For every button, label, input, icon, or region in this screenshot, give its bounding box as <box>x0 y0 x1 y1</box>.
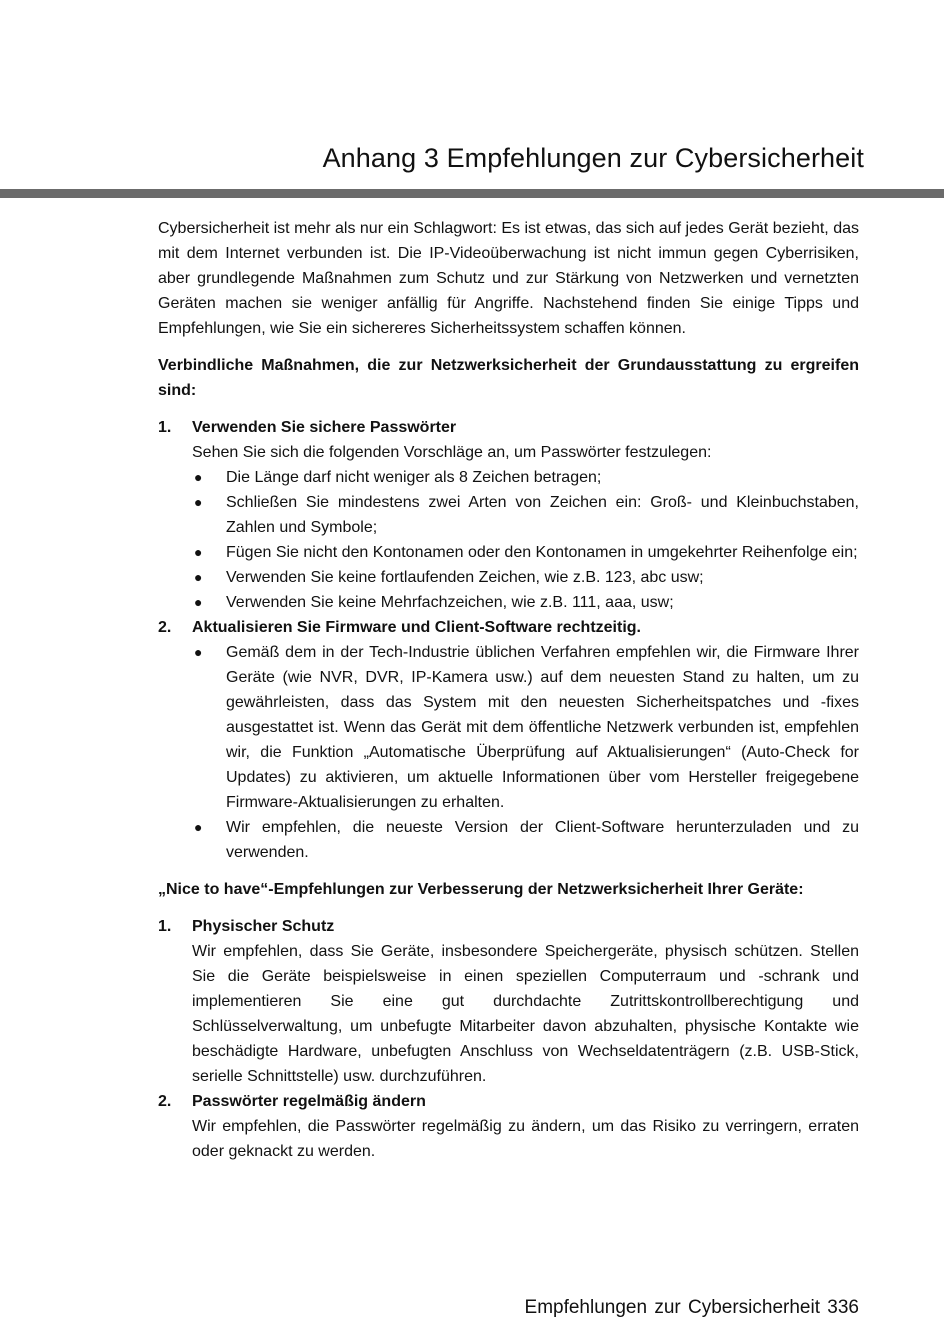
mandatory-item-passwords <box>158 415 859 615</box>
item-text: Sehen Sie sich die folgenden Vorschläge an, um Passwörter festzulegen: <box>192 444 712 461</box>
footer-label: Empfehlungen zur Cybersicherheit <box>524 1297 821 1318</box>
mandatory-item-firmware <box>158 615 859 865</box>
page-number: 336 <box>827 1297 859 1318</box>
bullet-icon: ● <box>194 644 203 660</box>
list-item: ● Wir empfehlen, die neueste Version der Client-Software herunterzuladen und zu verwenden. <box>192 815 859 865</box>
nice-to-have-heading: „Nice to have“-Empfehlungen zur Verbesserung der Netzwerksicherheit Ihrer Geräte: <box>158 881 804 898</box>
bullet-icon: ● <box>194 469 203 485</box>
item-title: Passwörter regelmäßig ändern <box>192 1093 426 1110</box>
item-text: Wir empfehlen, dass Sie Geräte, insbesondere Speichergeräte, physisch schützen. Stellen Sie die Geräte beispielsweise in einen speziellen Computerraum und -schrank und implementieren Sie eine gut durchdachte Zutrittskontrollberechtigung und Schlüsselverwaltung, um unbefugte Mitarbeiter davon abzuhalten, physische Kontakte wie beschädigte Hardware, unbefugten Anschluss von Wechseldatenträgern (z.B. USB-Stick, serielle Schnittstelle) usw. durchzuführen. <box>192 943 859 1085</box>
document-body <box>158 216 859 1164</box>
bullet-icon: ● <box>194 494 203 510</box>
nice-item-change-passwords <box>158 1089 859 1164</box>
mandatory-heading: Verbindliche Maßnahmen, die zur Netzwerksicherheit der Grundausstattung zu ergreifen sind: <box>158 357 859 399</box>
list-item: ● Schließen Sie mindestens zwei Arten von Zeichen ein: Groß- und Kleinbuchstaben, Zahlen und Symbole; <box>192 490 859 540</box>
bullet-icon: ● <box>194 819 203 835</box>
bullet-icon: ● <box>194 544 203 560</box>
item-title: Verwenden Sie sichere Passwörter <box>192 419 457 436</box>
nice-item-physical <box>158 914 859 1089</box>
list-item: ● Gemäß dem in der Tech-Industrie üblichen Verfahren empfehlen wir, die Firmware Ihrer Geräte (wie NVR, DVR, IP-Kamera usw.) auf dem neuesten Stand zu halten, um zu gewährleisten, dass das System mit den neuesten Sicherheitspatches und -fixes ausgestattet ist. Wenn das Gerät mit dem öffentliche Netzwerk verbunden ist, empfehlen wir, die Funktion „Automatische Überprüfung auf Aktualisierungen“ (Auto-Check for Updates) zu aktivieren, um aktuelle Informationen über vom Hersteller freigegebene Firmware-Aktualisierungen zu erhalten. <box>192 640 859 815</box>
bullet-list <box>192 465 859 615</box>
list-item: ● Verwenden Sie keine fortlaufenden Zeichen, wie z.B. 123, abc usw; <box>192 565 859 590</box>
item-number: 2. <box>158 1093 172 1110</box>
item-number: 1. <box>158 419 172 436</box>
item-title: Aktualisieren Sie Firmware und Client-Software rechtzeitig. <box>192 619 641 636</box>
title-divider <box>0 189 944 198</box>
intro-paragraph: Cybersicherheit ist mehr als nur ein Schlagwort: Es ist etwas, das sich auf jedes Gerät bezieht, das mit dem Internet verbunden ist. Die IP-Videoüberwachung ist nicht immun gegen Cyberrisiken, aber grundlegende Maßnahmen zum Schutz und zur Stärkung von Netzwerken und vernetzten Geräten machen sie weniger anfällig für Angriffe. Nachstehend finden Sie einige Tipps und Empfehlungen, wie Sie ein sichereres Sicherheitssystem schaffen können. <box>158 220 859 337</box>
bullet-icon: ● <box>194 569 203 585</box>
page-title: Anhang 3 Empfehlungen zur Cybersicherheit <box>322 143 864 173</box>
list-item: ● Verwenden Sie keine Mehrfachzeichen, wie z.B. 111, aaa, usw; <box>192 590 859 615</box>
list-item: ● Fügen Sie nicht den Kontonamen oder den Kontonamen in umgekehrter Reihenfolge ein; <box>192 540 859 565</box>
bullet-icon: ● <box>194 594 203 610</box>
item-number: 1. <box>158 918 172 935</box>
item-title: Physischer Schutz <box>192 918 335 935</box>
item-text: Wir empfehlen, die Passwörter regelmäßig zu ändern, um das Risiko zu verringern, erraten oder geknackt zu werden. <box>192 1118 859 1160</box>
item-number: 2. <box>158 619 172 636</box>
bullet-list <box>192 640 859 865</box>
list-item: ● Die Länge darf nicht weniger als 8 Zeichen betragen; <box>192 465 859 490</box>
page-footer <box>525 1297 859 1319</box>
